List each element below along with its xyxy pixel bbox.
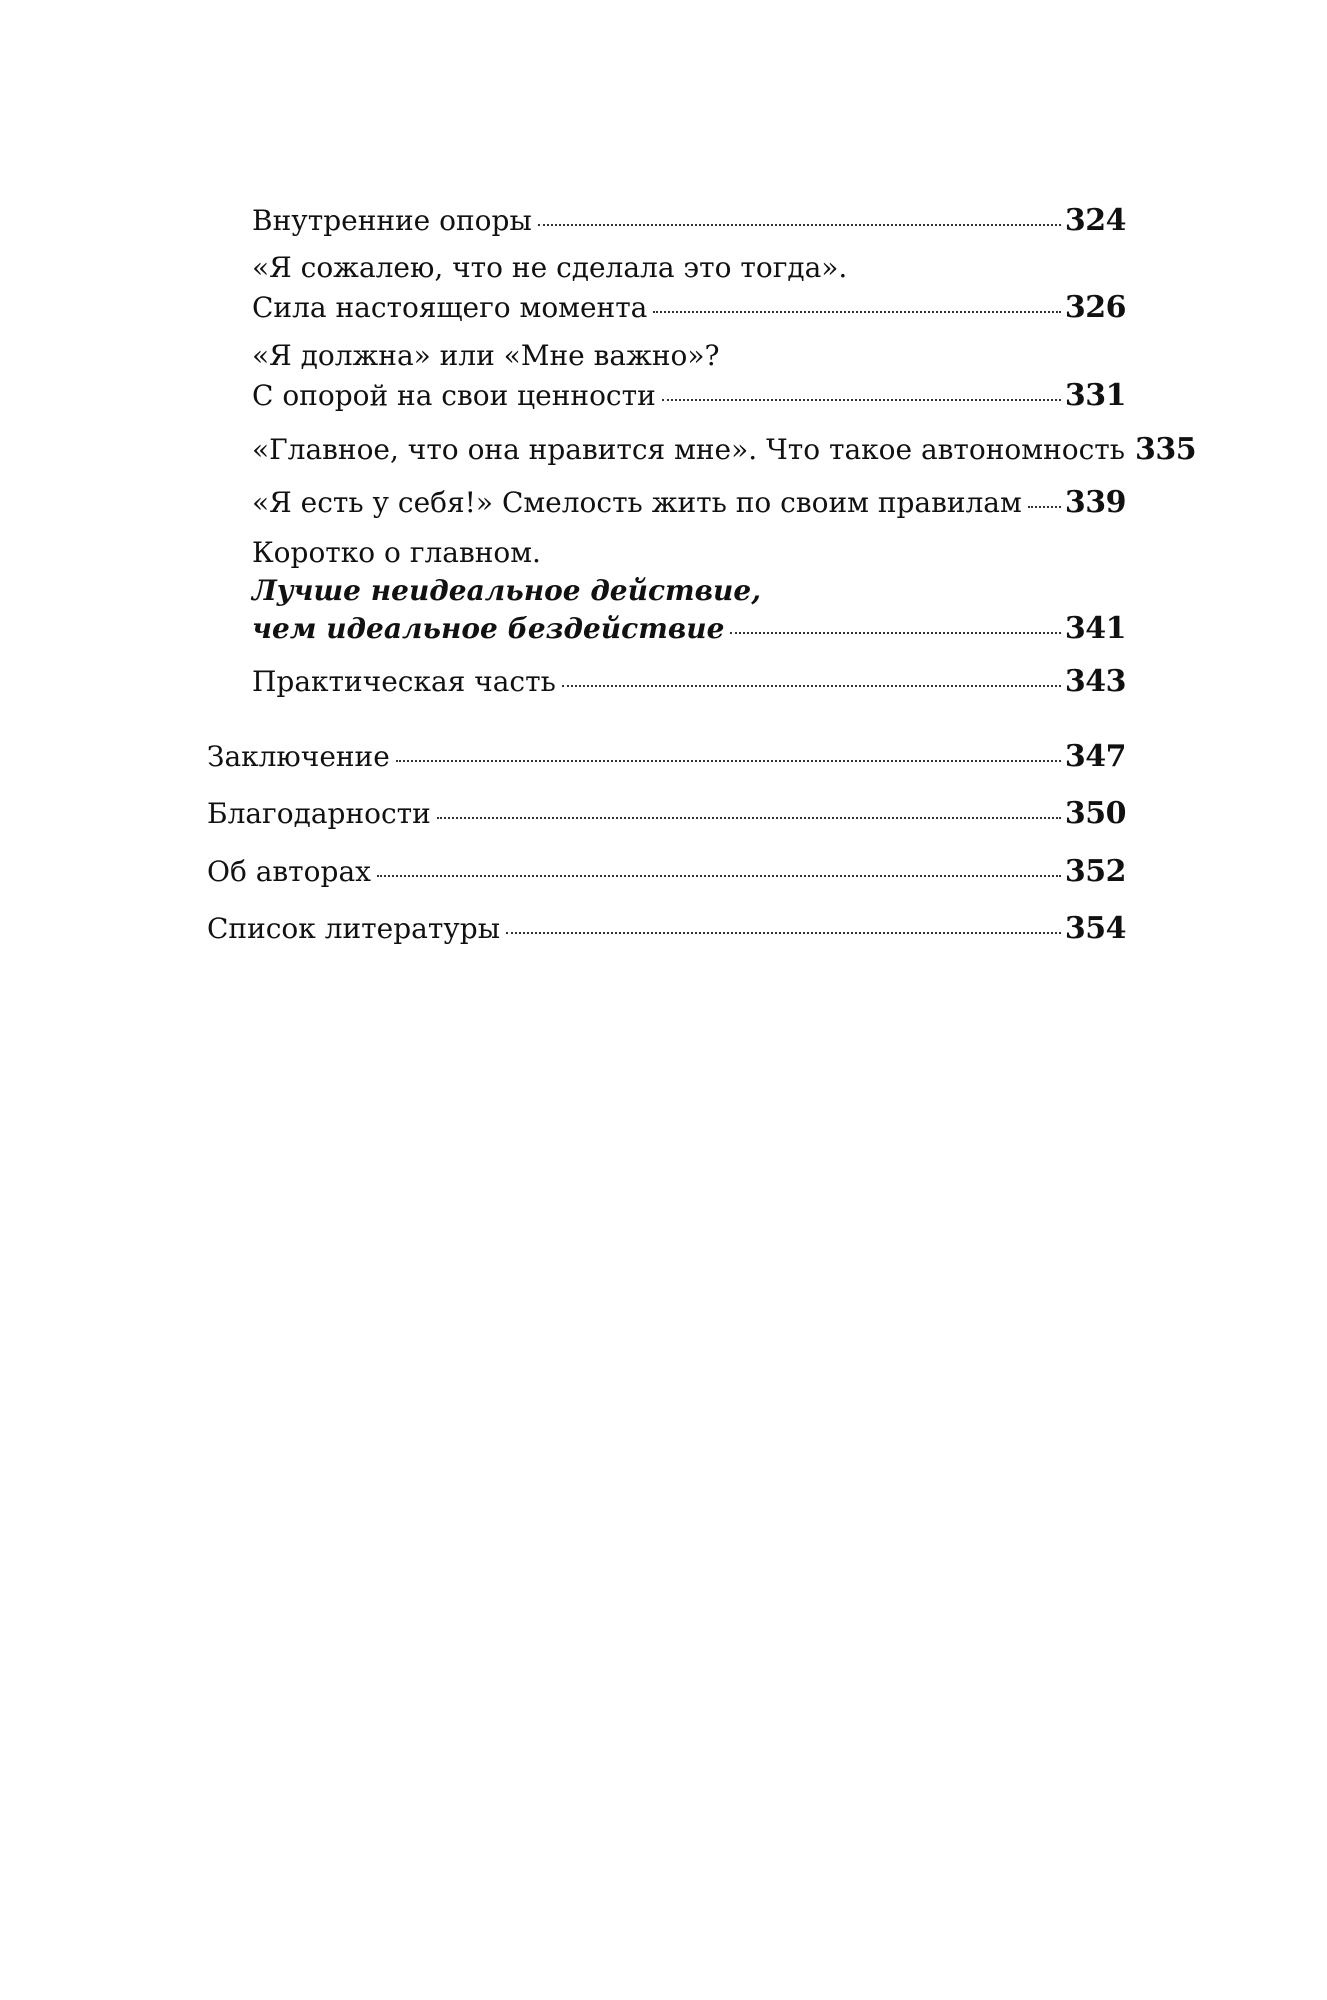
toc-entry-page: 331 bbox=[1064, 378, 1126, 413]
toc-entry-line: Коротко о главном. bbox=[252, 536, 541, 569]
dot-leader bbox=[396, 759, 1061, 762]
toc-entry-title: С опорой на свои ценности bbox=[252, 379, 656, 412]
toc-entry-page: 324 bbox=[1064, 203, 1126, 238]
toc-entry-line-emphasis: Лучше неидеальное действие, bbox=[252, 574, 761, 607]
dot-leader bbox=[653, 310, 1060, 313]
toc-entry-title: «Главное, что она нравится мне». Что такое автономность bbox=[252, 433, 1126, 466]
toc-entry-page: 326 bbox=[1064, 290, 1126, 325]
toc-entry-page: 350 bbox=[1064, 796, 1126, 831]
toc-entry-title: «Я есть у себя!» Смелость жить по своим правилам bbox=[252, 486, 1022, 519]
toc-entry-page: 352 bbox=[1064, 854, 1126, 889]
dot-leader bbox=[1028, 505, 1061, 508]
toc-entry-page: 354 bbox=[1064, 911, 1126, 946]
toc-entry-title: Благодарности bbox=[207, 797, 431, 830]
toc-entry-page: 347 bbox=[1064, 739, 1126, 774]
toc-entry-title: Сила настоящего момента bbox=[252, 291, 648, 324]
toc-entry-title: чем идеальное бездействие bbox=[252, 612, 725, 645]
toc-entry-title: Внутренние опоры bbox=[252, 204, 532, 237]
toc-entry-page: 335 bbox=[1135, 432, 1197, 467]
dot-leader bbox=[437, 816, 1061, 819]
toc-entry-title: Практическая часть bbox=[252, 665, 556, 698]
toc-entry-title: Список литературы bbox=[207, 912, 500, 945]
toc-entry-line: «Я должна» или «Мне важно»? bbox=[252, 339, 720, 372]
toc-entry-page: 341 bbox=[1064, 611, 1126, 646]
toc-entry-page: 343 bbox=[1064, 664, 1126, 699]
dot-leader bbox=[538, 223, 1061, 226]
toc-entry-line: «Я сожалею, что не сделала это тогда». bbox=[252, 251, 848, 284]
dot-leader bbox=[506, 931, 1061, 934]
dot-leader bbox=[662, 398, 1061, 401]
dot-leader bbox=[562, 684, 1061, 687]
dot-leader bbox=[730, 631, 1060, 634]
toc-entry-title: Заключение bbox=[207, 740, 390, 773]
toc-entry-page: 339 bbox=[1064, 485, 1126, 520]
toc-entry-title: Об авторах bbox=[207, 855, 371, 888]
dot-leader bbox=[377, 874, 1061, 877]
